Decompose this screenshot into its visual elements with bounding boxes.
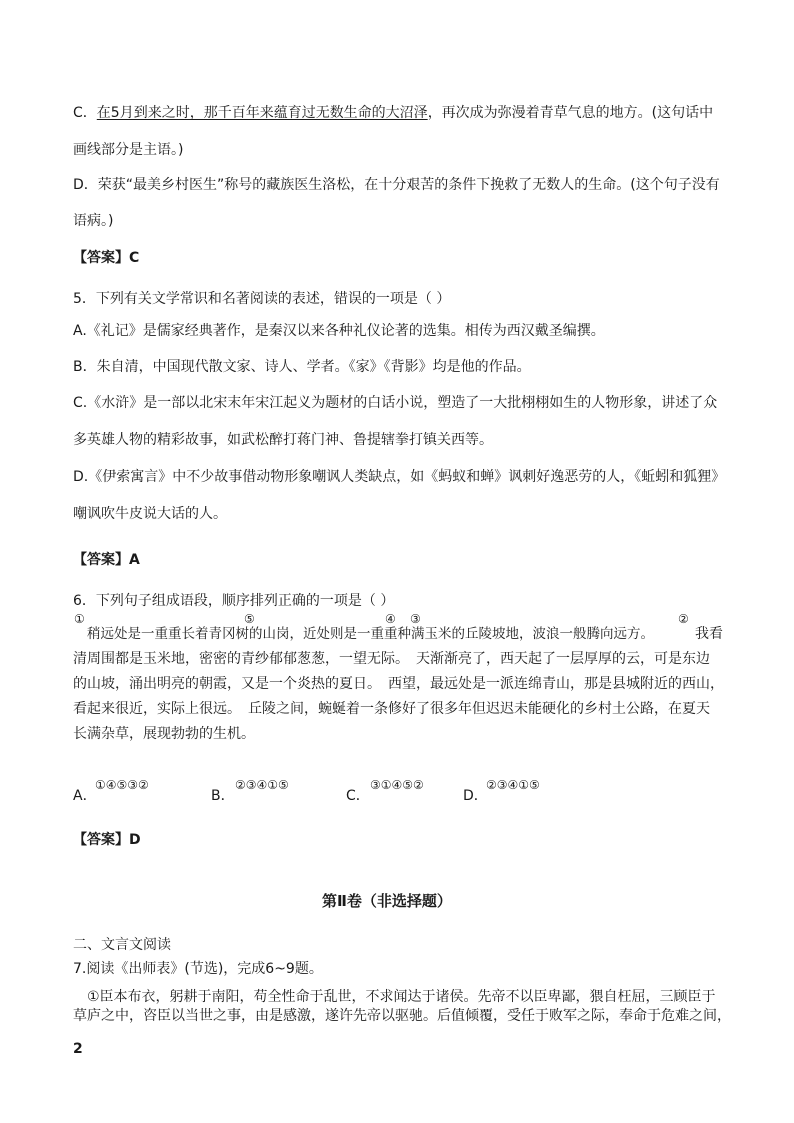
section-2-title: 第Ⅱ卷（非选择题） (322, 892, 452, 910)
q6-passage-line5: 长满杂草，展现勃勃的生机。 (73, 726, 255, 742)
q5-option-b: B．朱自清，中国现代散文家、诗人、学者。《家》《背影》均是他的作品。 (73, 359, 531, 375)
q6-mark-4: ④ (385, 612, 396, 626)
q7-stem: 7.阅读《出师表》(节选)，完成6~9题。 (73, 961, 323, 977)
q6-passage-line4: 看起来很近，实际上很远。 丘陵之间，蜿蜒着一条修好了很多年但迟迟未能硬化的乡村土公路，在夏天 (73, 701, 710, 717)
section-2-heading: 二、文言文阅读 (73, 937, 171, 953)
q4-option-c-line2: 画线部分是主语。) (73, 142, 184, 158)
q6-passage-line1: 稍远处是一重重长着青冈树的山岗，近处则是一重重种满玉米的丘陵坡地，波浪一般腾向远方。 (87, 626, 654, 642)
q4-option-d-line1: D．荣获“最美乡村医生”称号的藏族医生洛松，在十分艰苦的条件下挽救了无数人的生命。(这个句子没有 (73, 177, 720, 193)
q6-option-d-label: D． (463, 788, 488, 804)
q6-option-c-label: C． (346, 788, 370, 804)
q5-option-c-line1: C.《水浒》是一部以北宋末年宋江起义为题材的白话小说，塑造了一大批栩栩如生的人物形象，讲述了众 (73, 395, 718, 411)
q6-mark-3: ③ (410, 612, 421, 626)
q4-option-c-prefix: C． (73, 105, 97, 121)
q6-mark-2: ② (678, 612, 689, 626)
q4-answer: 【答案】C (73, 250, 140, 266)
q6-option-d-seq: ②③④①⑤ (486, 778, 540, 792)
q4-option-c-line1 (73, 104, 713, 122)
q6-mark-5: ⑤ (244, 612, 255, 626)
q6-option-b-seq: ②③④①⑤ (235, 778, 289, 792)
q6-passage-line1-tail: 我看 (695, 626, 723, 642)
q6-option-a-seq: ①④⑤③② (95, 778, 149, 792)
q5-stem: 5．下列有关文学常识和名著阅读的表述，错误的一项是（ ） (73, 291, 451, 307)
q6-stem: 6．下列句子组成语段，顺序排列正确的一项是（ ） (73, 593, 395, 609)
q6-option-a-label: A． (73, 788, 97, 804)
q5-option-a: A.《礼记》是儒家经典著作，是秦汉以来各种礼仪论著的选集。相传为西汉戴圣编撰。 (73, 323, 605, 339)
q4-option-c-rest: ，再次成为弥漫着青草气息的地方。(这句话中 (427, 105, 714, 121)
q4-option-d-line2: 语病。) (73, 213, 114, 229)
q5-option-d-line1: D.《伊索寓言》中不少故事借动物形象嘲讽人类缺点，如《蚂蚁和蝉》讽刺好逸恶劳的人，《蚯蚓和狐狸》 (73, 469, 726, 485)
q6-passage-line2: 清周围都是玉米地，密密的青纱郁郁葱葱，一望无际。 天渐渐亮了，西天起了一层厚厚的云，可是东边 (73, 651, 710, 667)
q6-mark-1: ① (74, 612, 85, 626)
q6-option-c-seq: ③①④⑤② (370, 778, 424, 792)
q6-answer: 【答案】D (73, 832, 141, 848)
q7-passage-line1: ①臣本布衣，躬耕于南阳，苟全性命于乱世，不求闻达于诸侯。先帝不以臣卑鄙，猥自枉屈，三顾臣于 (87, 989, 716, 1005)
q5-answer: 【答案】A (73, 552, 140, 568)
q7-passage-line2: 草庐之中，咨臣以当世之事，由是感激，遂许先帝以驱驰。后值倾覆，受任于败军之际，奉命于危难之间， (73, 1008, 731, 1024)
q6-option-b-label: B． (211, 788, 235, 804)
q6-passage-line3: 的山坡，涌出明亮的朝霞，又是一个炎热的夏日。 西望，最远处是一派连绵青山，那是县城附近的西山， (73, 676, 724, 692)
page-number: 2 (73, 1041, 83, 1057)
q5-option-c-line2: 多英雄人物的精彩故事，如武松醉打蒋门神、鲁提辖拳打镇关西等。 (73, 432, 493, 448)
q5-option-d-line2: 嘲讽吹牛皮说大话的人。 (73, 506, 227, 522)
q4-option-c-underlined-subject: 在5月到来之时，那千百年来蕴育过无数生命的大沼泽 (96, 105, 428, 121)
